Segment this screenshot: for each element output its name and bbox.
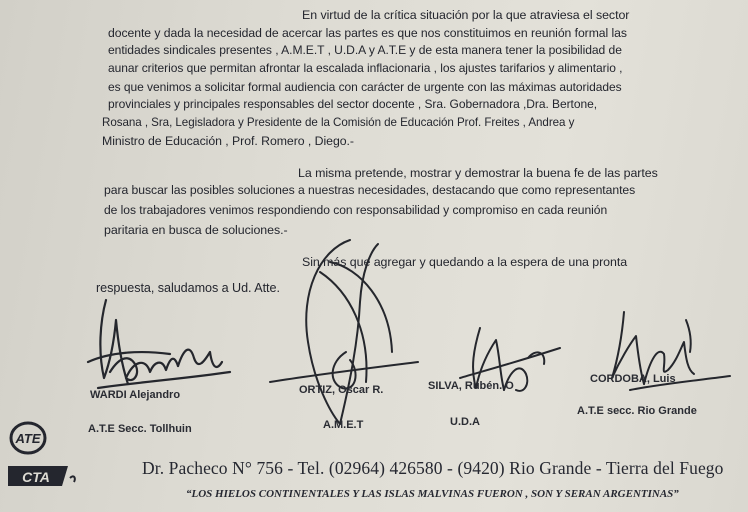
ate-logo-text: ATE	[15, 431, 41, 446]
body-line: Sin más que agregar y quedando a la espera de una pronta	[302, 255, 628, 269]
body-line: En virtud de la crítica situación por la que atraviesa el sector	[302, 8, 630, 22]
signature-wardi	[70, 292, 240, 402]
signatory-org: A.T.E secc. Rio Grande	[577, 405, 697, 417]
cta-logo	[4, 458, 78, 492]
body-line: docente y dada la necesidad de acercar las partes es que nos constituimos en reunión formal las	[108, 26, 627, 40]
signatory-org: A.M.E.T	[323, 419, 364, 431]
body-line: de los trabajadores venimos respondiendo con responsabilidad y compromiso en cada reunión	[104, 203, 608, 217]
signatory-name: ORTIZ, Oscar R.	[299, 384, 384, 396]
body-line: respuesta, saludamos a Ud. Atte.	[96, 281, 280, 295]
signature-ortiz	[260, 232, 420, 432]
body-line: La misma pretende, mostrar y demostrar la buena fe de las partes	[298, 166, 658, 180]
signatory-name: CORDOBA, Luis	[590, 373, 676, 385]
signatory-name: SILVA, Rubén. O	[428, 380, 514, 392]
body-line: Ministro de Educación , Prof. Romero , Diego.-	[102, 134, 354, 148]
signature-silva	[440, 318, 580, 408]
signatory-org: U.D.A	[450, 416, 480, 428]
body-line: Rosana , Sra, Legisladora y Presidente de la Comisión de Educación Prof. Freites , Andrea y	[102, 116, 575, 129]
body-line: entidades sindicales presentes , A.M.E.T , U.D.A y A.T.E y de esta manera tener la posibilidad de	[108, 43, 622, 57]
signature-cordoba	[590, 300, 740, 410]
signatory-org: A.T.E Secc. Tollhuin	[88, 423, 192, 435]
body-line: paritaria en busca de soluciones.-	[104, 223, 288, 237]
ate-logo	[6, 420, 52, 456]
footer-motto: “LOS HIELOS CONTINENTALES Y LAS ISLAS MALVINAS FUERON , SON Y SERAN ARGENTINAS”	[186, 488, 679, 500]
body-line: para buscar las posibles soluciones a nuestras necesidades, destacando que como representantes	[104, 183, 636, 197]
body-line: es que venimos a solicitar formal audiencia con carácter de urgente con las máximas autoridades	[108, 80, 622, 94]
body-line: aunar criterios que permitan afrontar la escalada inflacionaria , los ajustes tarifarios y alimentario ,	[108, 61, 623, 75]
cta-logo-text: CTA	[22, 469, 50, 485]
body-line: provinciales y principales responsables del sector docente , Sra. Gobernadora ,Dra. Bertone,	[108, 97, 598, 111]
footer-address: Dr. Pacheco N° 756 - Tel. (02964) 426580 - (9420) Rio Grande - Tierra del Fuego	[142, 458, 724, 478]
signatory-name: WARDI Alejandro	[90, 389, 181, 401]
